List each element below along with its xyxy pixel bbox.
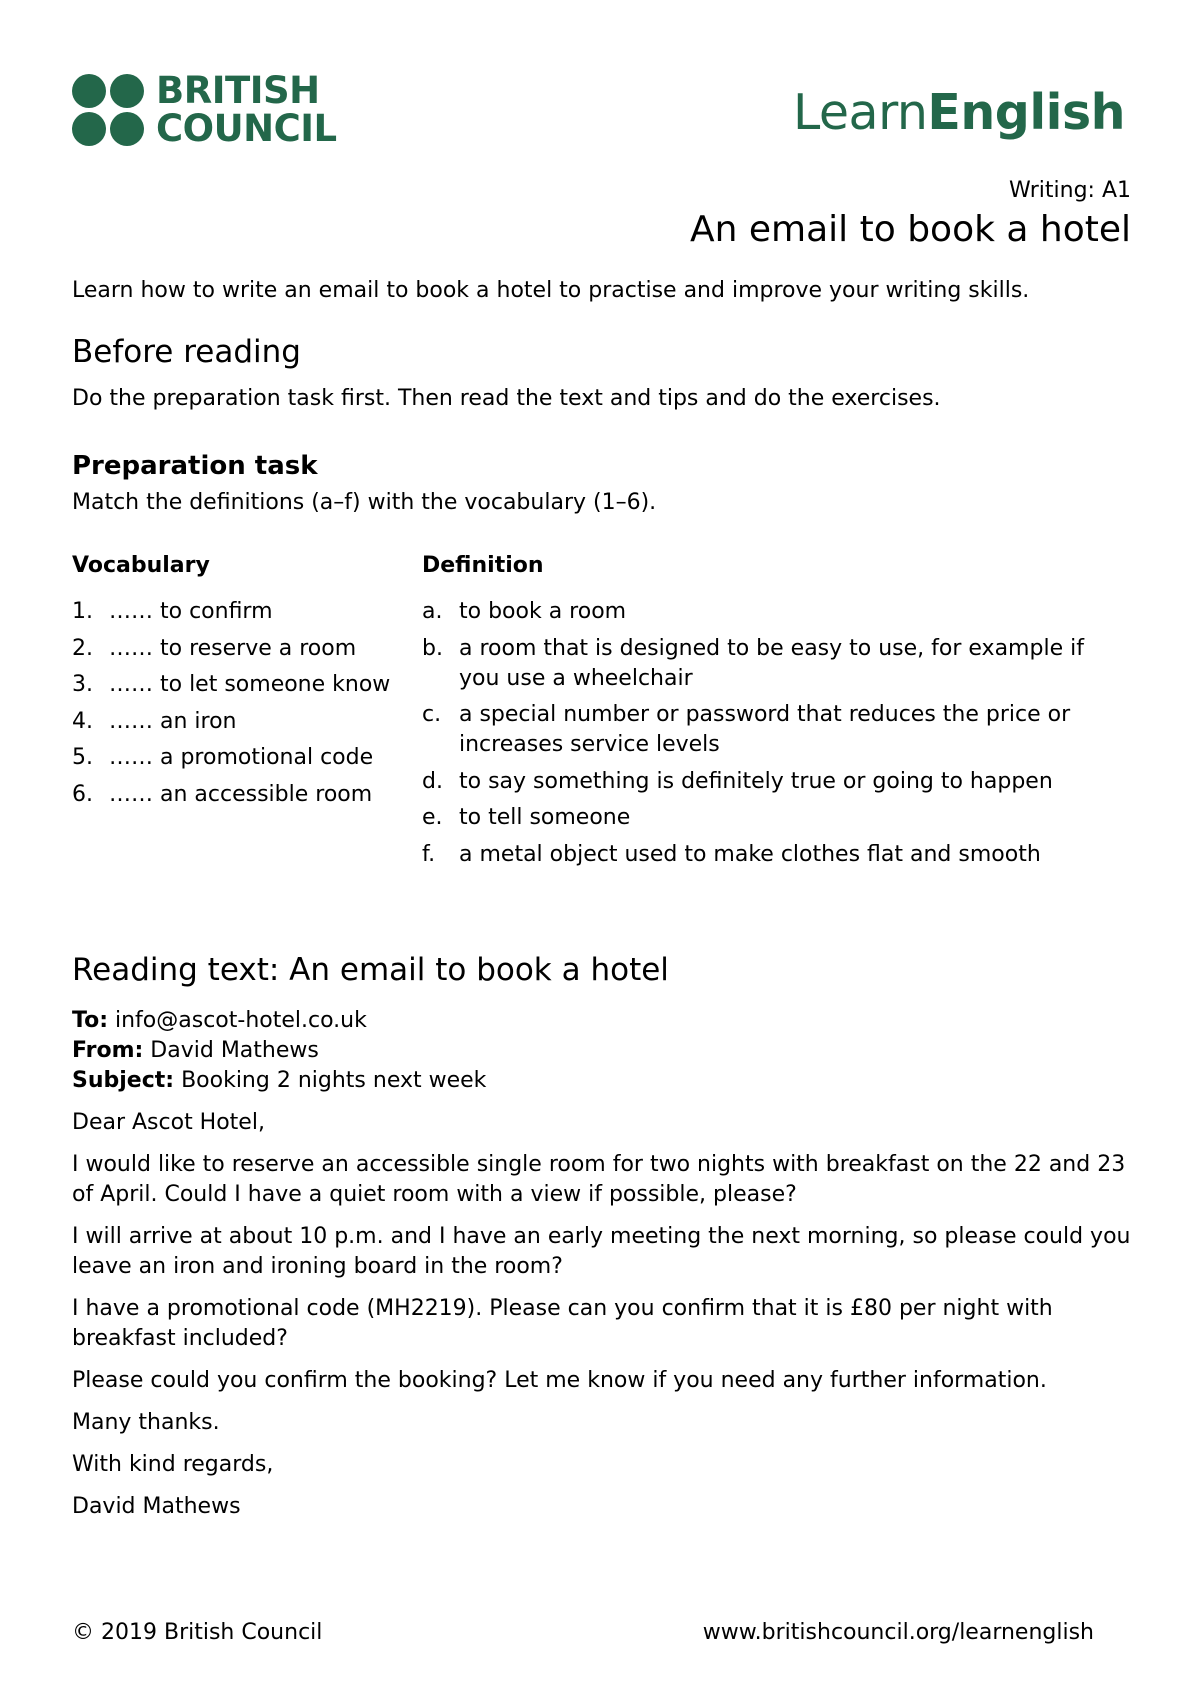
email-signature: David Mathews — [72, 1494, 241, 1519]
logo-dots-icon — [72, 74, 144, 146]
preparation-instruction: Match the definitions (a–f) with the vocabulary (1–6). — [72, 490, 657, 515]
preparation-heading: Preparation task — [72, 451, 318, 481]
email-greeting: Dear Ascot Hotel, — [72, 1110, 265, 1135]
list-item: 3. …… to let someone know — [72, 672, 391, 698]
before-reading-heading: Before reading — [72, 334, 301, 370]
list-item: f. a metal object used to make clothes flat and smooth — [422, 841, 1041, 867]
list-item: 4. …… an iron — [72, 708, 237, 734]
email-closing: With kind regards, — [72, 1452, 274, 1477]
email-paragraph: I have a promotional code (MH2219). Please can you confirm that it is £80 per night with breakfast included? — [72, 1296, 1053, 1351]
learnenglish-logo: LearnEnglish — [792, 84, 1125, 141]
email-from: From: David Mathews — [72, 1038, 319, 1063]
before-reading-text: Do the preparation task first. Then read the text and tips and do the exercises. — [72, 386, 941, 411]
email-paragraph: I will arrive at about 10 p.m. and I have an early meeting the next morning, so please could you leave an iron and ironing board in the room? — [72, 1224, 1131, 1279]
list-item: e. to tell someone — [422, 805, 631, 831]
list-item: b. a room that is designed to be easy to use, for example if you use a wheelchair — [422, 635, 1084, 691]
footer-url: www.britishcouncil.org/learnenglish — [702, 1620, 1094, 1645]
definition-list — [422, 597, 1122, 877]
reading-heading: Reading text: An email to book a hotel — [72, 952, 669, 988]
email-to: To: info@ascot-hotel.co.uk — [72, 1008, 367, 1033]
email-subject: Subject: Booking 2 nights next week — [72, 1068, 487, 1093]
vocabulary-list — [72, 597, 390, 817]
definition-header: Definition — [422, 553, 544, 578]
email-text — [72, 1006, 1132, 1522]
email-paragraph: Please could you confirm the booking? Let me know if you need any further information. — [72, 1368, 1047, 1393]
list-item: 2. …… to reserve a room — [72, 635, 357, 661]
logo-wordmark: BRITISH COUNCIL — [156, 69, 337, 150]
vocabulary-header: Vocabulary — [72, 553, 210, 578]
list-item: 1. …… to confirm — [72, 599, 273, 624]
level-label: Writing: A1 — [1008, 178, 1131, 203]
email-paragraph: I would like to reserve an accessible single room for two nights with breakfast on the 22 and 23 of April. Could I have a quiet room with a view if possible, please? — [72, 1152, 1126, 1207]
list-item: a. to book a room — [422, 599, 627, 624]
intro-text: Learn how to write an email to book a hotel to practise and improve your writing skills. — [72, 278, 1030, 303]
list-item: c. a special number or password that reduces the price or increases service levels — [422, 702, 1071, 758]
list-item: 6. …… an accessible room — [72, 781, 373, 807]
footer-copyright: © 2019 British Council — [72, 1620, 323, 1645]
british-council-logo — [72, 69, 337, 150]
list-item: d. to say something is definitely true or going to happen — [422, 768, 1053, 794]
email-paragraph: Many thanks. — [72, 1410, 220, 1435]
list-item: 5. …… a promotional code — [72, 745, 374, 771]
page-title: An email to book a hotel — [690, 209, 1131, 250]
